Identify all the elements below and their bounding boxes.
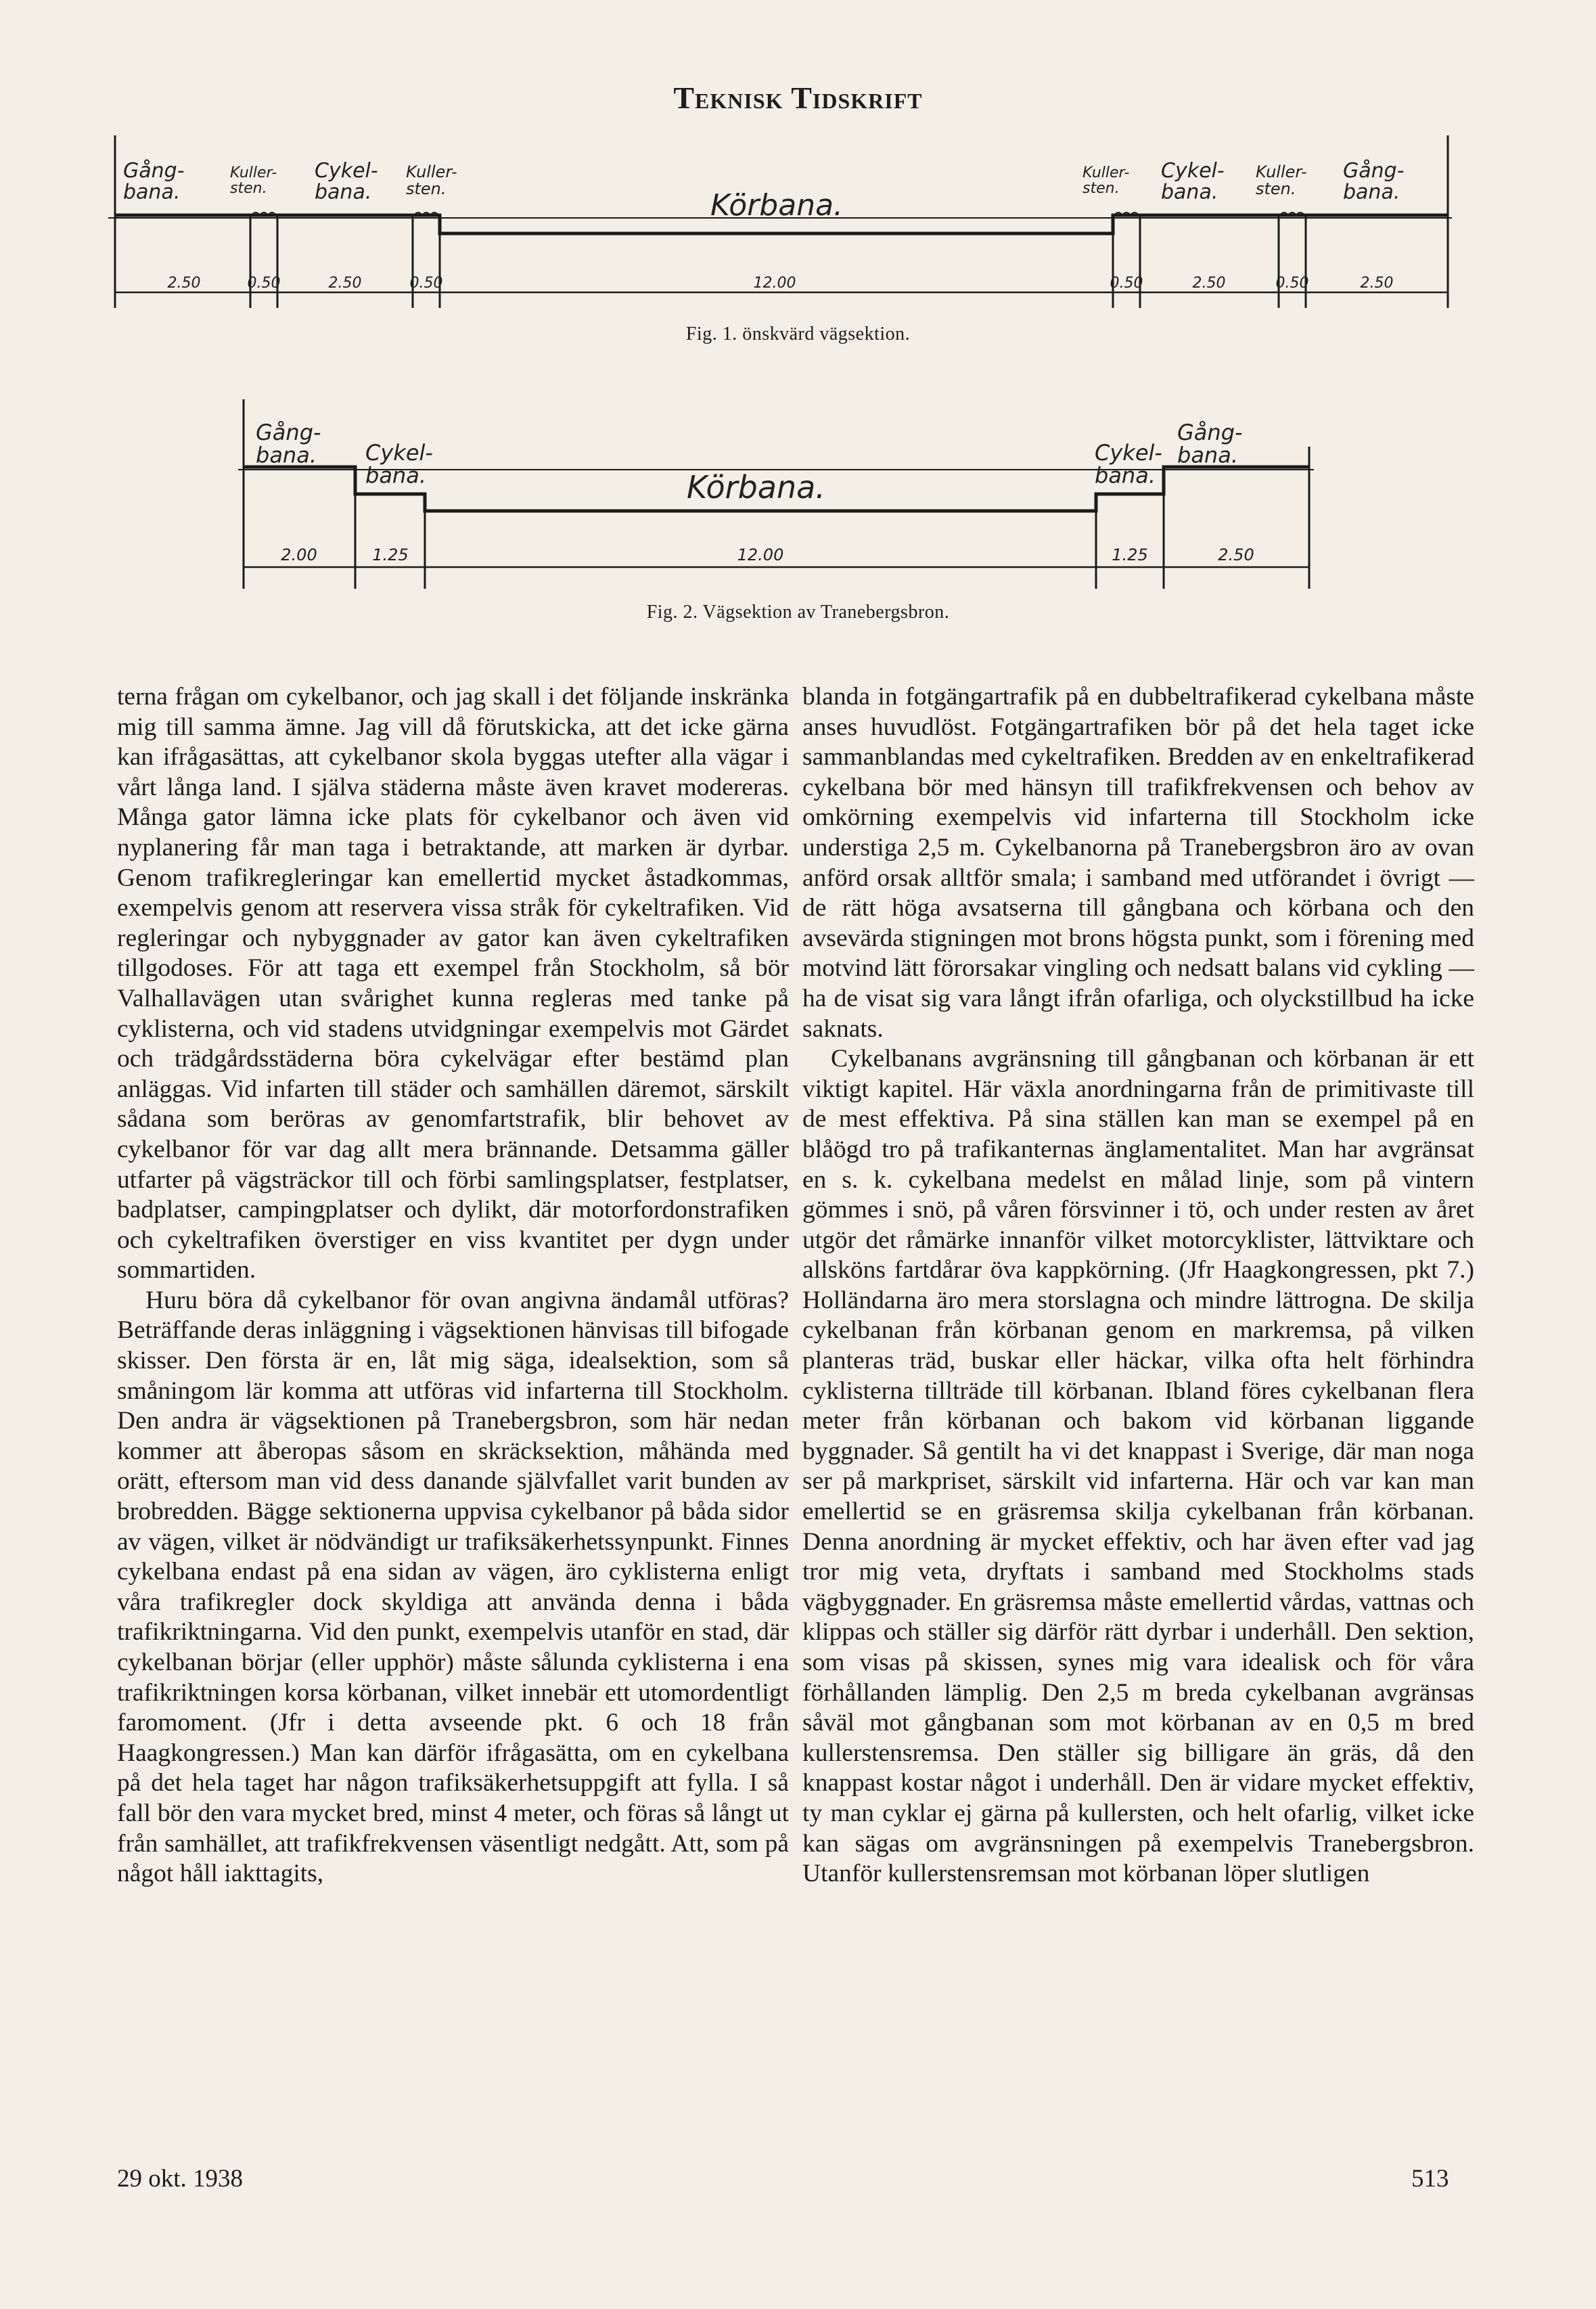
journal-title: Teknisk Tidskrift (673, 81, 923, 115)
paragraph: terna frågan om cykelbanor, och jag skall i det följande inskränka mig till samma ämne. Jag vill då förutskicka, att det icke gärna kan ifrågasättas, att cykelbanor skola byggas utefter alla vägar i vårt långa land. I själva städerna måste även kravet modereras. Många gator lämna icke plats för cykelbanor och även vid nyplanering får man taga i betraktande, att marken är dyrbar. Genom trafikregleringar kan emellertid mycket åstadkommas, exempelvis genom att reservera vissa stråk för cykeltrafiken. Vid regleringar och nybyggnader av gator kan även cykeltrafiken tillgodoses. För att taga ett exempel från Stockholm, så bör Valhallavägen utan svårighet kunna regleras med tanke på cyklisterna, och vid stadens utvidgningar exempelvis mot Gärdet och trädgårdsstäderna böra cykelvägar efter bestämd plan anläggas. Vid infarten till städer och samhällen däremot, särskilt sådana som beröras av genomfartstrafik, blir behovet av cykelbanor för var dag allt mera brännande. Detsamma gäller utfarter på vägsträckor till och förbi samlingsplatser, festplatser, badplatser, campingplatser och dylikt, där motorfordonstrafiken och cykeltrafiken överstiger en viss kvantitet per dygn under sommartiden. (117, 683, 789, 1284)
dim2-1-25-b: 1.25 (1112, 545, 1148, 564)
label-kullersten-right-2: Kuller-sten. (1256, 162, 1307, 199)
dim2-1-25-a: 1.25 (372, 545, 409, 564)
body-column-right (802, 682, 1474, 1889)
label-cykelbana-right: Cykel-bana. (1161, 159, 1225, 204)
dim2-12-00: 12.00 (737, 545, 784, 564)
figure-1-caption: Fig. 1. önskvärd vägsektion. (685, 323, 911, 344)
dim-0-50-d: 0.50 (1275, 275, 1309, 292)
dim-2-50-c: 2.50 (1192, 275, 1226, 292)
paragraph: Huru böra då cykelbanor för ovan angivna ändamål utföras? Beträffande deras inläggning i vägsektionen hänvisas till bifogade skisser. Den första är en, låt mig säga, idealsektion, som så småningom lär komma att utföras vid infarterna till Stockholm. Den andra är vägsektionen på Tranebergsbron, som här nedan kommer att åberopas såsom en skräcksektion, måhända med orätt, eftersom man vid dess danande självfallet varit bunden av brobredden. Bägge sektionerna uppvisa cykelbanor på båda sidor av vägen, vilket är nödvändigt ur trafiksäkerhetssynpunkt. Finnes cykelbana endast på ena sidan av vägen, äro cyklisterna enligt våra trafikregler dock skyldiga att använda denna i båda trafikriktningarna. Vid den punkt, exempelvis utanför en stad, där cykelbanan börjar (eller upphör) måste sålunda cyklisterna i ena trafikriktningen korsa körbanan, vilket innebär ett utomordentligt faromoment. (Jfr i detta avseende pkt. 6 och 18 från Haagkongressen.) Man kan därför ifrågasätta, om en cykelbana på det hela taget har någon trafiksäkerhetsuppgift att fylla. I så fall bör den vara mycket bred, minst 4 meter, och föras så långt ut från samhället, att trafikfrekvensen väsentligt nedgått. Att, som på något håll iakttagits, (117, 1286, 789, 1888)
issue-date: 29 okt. 1938 (117, 2165, 244, 2193)
figure-2-caption: Fig. 2. Vägsektion av Tranebergsbron. (646, 602, 950, 623)
dim-12-00: 12.00 (753, 275, 796, 292)
body-column-left (117, 682, 789, 1889)
figure-2-road-section (0, 0, 1596, 609)
dim-0-50-b: 0.50 (409, 275, 443, 292)
paragraph: blanda in fotgängartrafik på en dubbeltrafikerad cykelbana måste anses huvudlöst. Fotgängartrafiken bör på det hela taget icke sammanblandas med cykeltrafiken. Bredden av en enkeltrafikerad cykelbana bör med hänsyn till trafikfrekvensen och behov av omkörning exempelvis vid infarterna till Stockholm icke understiga 2,5 m. Cykelbanorna på Tranebergsbron äro av ovan anförd orsak alltför smala; i samband med utförandet i övrigt — de rätt höga avsatserna till gångbana och körbana och den avsevärda stigningen mot brons högsta punkt, som i förening med motvind lätt förorsakar vingling och nedsatt balans vid cykling — ha de visat sig vara långt ifrån ofarliga, och olyckstillbud ha icke saknats. (802, 683, 1474, 1043)
dim-2-50-a: 2.50 (167, 275, 201, 292)
dim-2-50-d: 2.50 (1360, 275, 1394, 292)
dim2-2-50: 2.50 (1218, 545, 1254, 564)
dim-0-50-c: 0.50 (1110, 275, 1143, 292)
label-kullersten-left: Kuller-sten. (230, 164, 277, 198)
dim-2-50-b: 2.50 (328, 275, 362, 292)
page-number: 513 (1411, 2165, 1449, 2193)
label2-cykelbana-right: Cykel-bana. (1095, 440, 1162, 489)
label2-gangbana-left: Gång-bana. (256, 420, 321, 468)
label-cykelbana-left: Cykel-bana. (315, 159, 378, 204)
label-kullersten-left-2: Kuller-sten. (406, 162, 457, 199)
label-gangbana-right: Gång-bana. (1343, 159, 1405, 204)
label-kullersten-right: Kuller-sten. (1082, 164, 1130, 198)
paragraph: Cykelbanans avgränsning till gångbanan och körbanan är ett viktigt kapitel. Här växla anordningarna från de primitivaste till de mest effektiva. På sina ställen kan man se exempel på en blåögd tro på trafikanternas änglamentalitet. Man har avgränsat en s. k. cykelbana medelst en målad linje, som på vintern gömmes i snö, på våren försvinner i tö, och under resten av året utgör det råmärke innanför vilket motorcyklister, lättviktare och allsköns fartdårar öva kappkörning. (Jfr Haagkongressen, pkt 7.) Holländarna äro mera storslagna och mindre lättrogna. De skilja cykelbanan från körbanan genom en markremsa, på vilken planteras träd, buskar eller häckar, vilka ofta helt förhindra cyklisterna tillträde till körbanan. Ibland föres cykelbanan flera meter från körbanan och bakom vid körbanan liggande byggnader. Så gentilt ha vi det knappast i Sverige, där man noga ser på markpriset, särskilt vid infarterna. Här och var kan man emellertid se en gräsremsa skilja cykelbanan från körbanan. Denna anordning är mycket effektiv, och har även efter vad jag tror mig veta, dryftats i samband med Stockholms stads vägbyggnader. En gräsremsa måste emellertid vårdas, vattnas och klippas och ställer sig därför rätt dyrbar i underhåll. Den sektion, som visas på skissen, synes mig vara idealisk och för våra förhållanden lämplig. Den 2,5 m breda cykelbanan avgränsas såväl mot gångbanan som mot körbanan av en 0,5 m bred kullerstensremsa. Den ställer sig billigare än gräs, då den knappast kostar något i underhåll. Den är vidare mycket effektiv, ty man cyklar ej gärna på kullersten, och helt ofarlig, vilket icke kan sägas om avgränsningen på exempelvis Tranebergsbron. Utanför kullerstensremsan mot körbanan löper slutligen (802, 1045, 1474, 1888)
label-gangbana-left: Gång-bana. (123, 159, 185, 204)
dim-0-50-a: 0.50 (247, 275, 281, 292)
figure-2-drawing (0, 0, 1596, 609)
label2-korbana: Körbana. (687, 469, 825, 506)
dim2-2-00: 2.00 (281, 545, 317, 564)
label2-gangbana-right: Gång-bana. (1177, 420, 1243, 468)
label2-cykelbana-left: Cykel-bana. (365, 440, 433, 489)
label-korbana: Körbana. (710, 188, 844, 223)
